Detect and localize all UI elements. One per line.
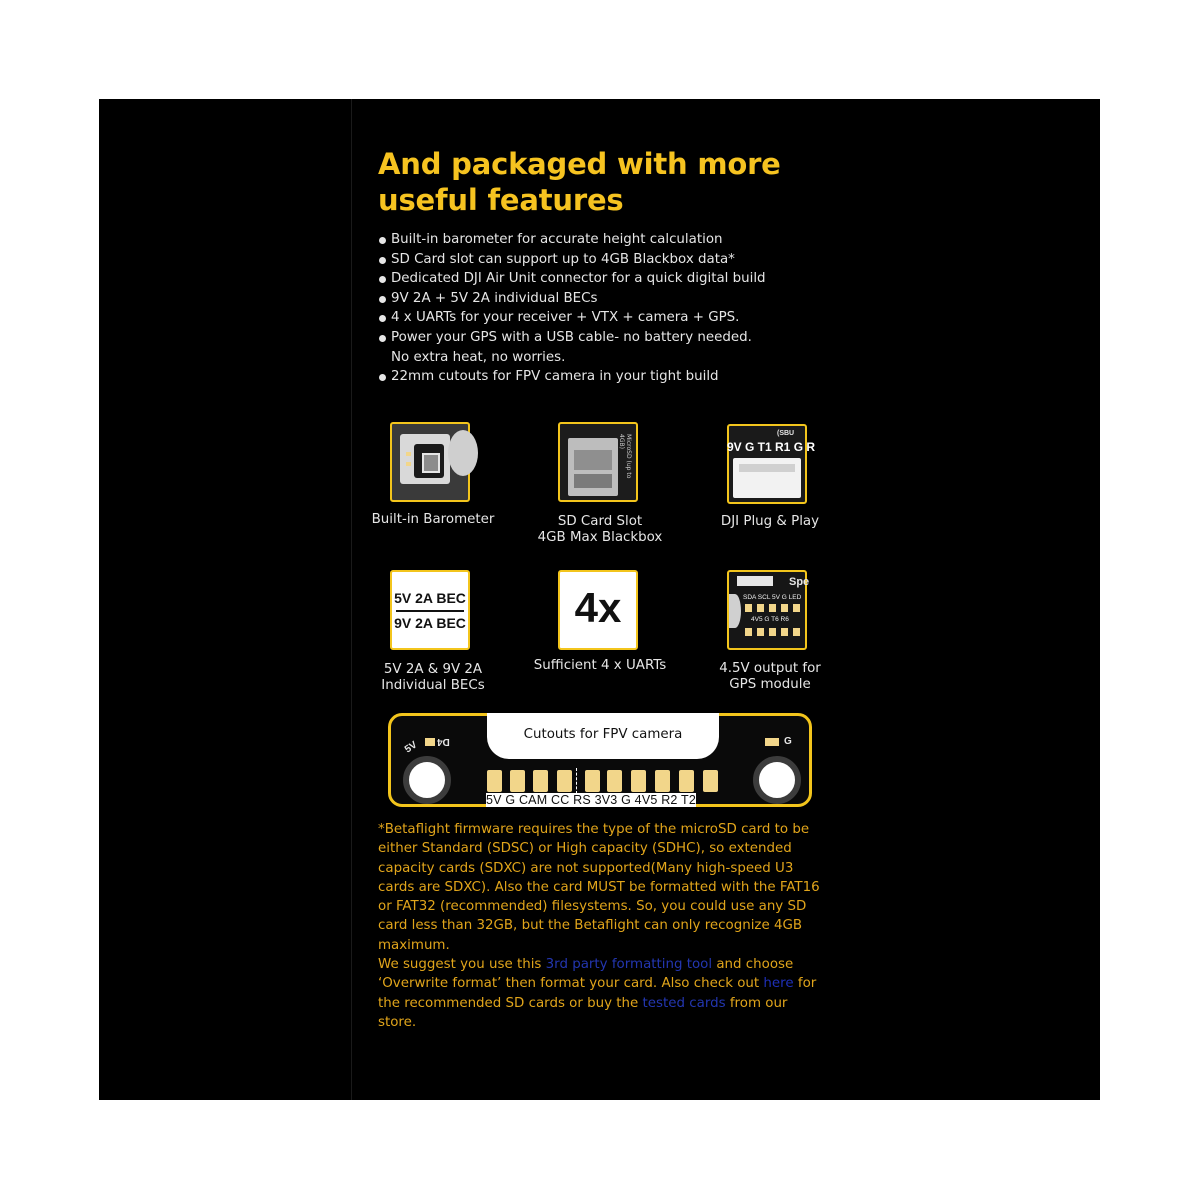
- camera-notch: [487, 713, 719, 759]
- feature-item: SD Card slot can support up to 4GB Blackbox data*: [378, 250, 798, 270]
- bec-caption: 5V 2A & 9V 2A Individual BECs: [381, 662, 485, 693]
- sd-side-label: MicroSD (up to 4GB): [618, 434, 632, 479]
- recommended-cards-link[interactable]: here: [763, 976, 794, 992]
- gps-row1: SDA SCL 5V G LED: [743, 594, 802, 601]
- formatting-tool-link[interactable]: 3rd party formatting tool: [545, 957, 713, 973]
- dji-pin-labels: 9V G T1 R1 G R: [727, 440, 816, 454]
- left-pad-mark: D4: [437, 736, 450, 747]
- gps-caption: 4.5V output for GPS module: [719, 661, 821, 692]
- sd-card-footnote: [378, 820, 828, 1032]
- camera-cutout-label: Cutouts for FPV camera: [523, 727, 683, 742]
- uart-caption: Sufficient 4 x UARTs: [533, 658, 667, 673]
- dji-caption: DJI Plug & Play: [720, 514, 820, 529]
- dji-connector-image: [727, 424, 816, 504]
- feature-item: Built-in barometer for accurate height calculation: [378, 230, 798, 250]
- right-mount-hole: [753, 756, 801, 804]
- barometer-caption: Built-in Barometer: [371, 512, 495, 527]
- feature-item: Power your GPS with a USB cable- no battery needed. No extra heat, no worries.: [378, 328, 798, 367]
- gps-output-image: [727, 570, 810, 650]
- footnote-text: from our store.: [378, 995, 788, 1030]
- title-line-1: And packaged with more: [378, 147, 781, 181]
- feature-item: 4 x UARTs for your receiver + VTX + camera + GPS.: [378, 308, 798, 328]
- panel-divider: [351, 99, 352, 1100]
- left-mount-hole: [403, 756, 451, 804]
- uart-count: 4x: [574, 584, 622, 631]
- uart-image: [558, 570, 638, 650]
- footnote-text: for the recommended SD cards or buy the: [378, 976, 817, 1011]
- barometer-image: [390, 422, 470, 502]
- title-line-2: useful features: [378, 183, 624, 217]
- bec-image: [390, 570, 470, 650]
- sd-card-caption: SD Card Slot 4GB Max Blackbox: [537, 514, 663, 545]
- gps-row2: 4V5 G T6 R6: [751, 616, 789, 623]
- feature-item: 22mm cutouts for FPV camera in your tight build: [378, 367, 798, 387]
- bec-9v-label: 9V 2A BEC: [394, 615, 466, 631]
- sd-card-slot-image: [558, 422, 638, 502]
- footnote-text: We suggest you use this: [378, 957, 546, 973]
- footnote-text: and choose ‘Overwrite format’ then format your card. Also check out: [378, 957, 794, 992]
- page-title: [378, 146, 798, 218]
- camera-cutout-image: [388, 713, 812, 807]
- feature-list: [378, 230, 798, 387]
- footnote-paragraph-1: *Betaflight firmware requires the type of the microSD card to be either Standard (SDSC) or High capacity (SDHC), so extended capacity cards (SDXC) are not supported(Many high-speed U3 cards are SDXC). Also the card MUST be formatted with the FAT16 or FAT32 (recommended) filesystems. So, you could use any SD card less than 32GB, but the Betaflight can only recognize 4GB maximum.: [378, 822, 820, 953]
- camera-pin-labels: 5V G CAM CC RS 3V3 G 4V5 R2 T2: [486, 793, 697, 807]
- right-pad-mark: G: [784, 736, 792, 747]
- feature-item: 9V 2A + 5V 2A individual BECs: [378, 289, 798, 309]
- left-volt-mark: 5V: [402, 739, 420, 756]
- tested-cards-link[interactable]: tested cards: [642, 995, 726, 1011]
- feature-item: Dedicated DJI Air Unit connector for a quick digital build: [378, 269, 798, 289]
- bec-5v-label: 5V 2A BEC: [394, 590, 466, 606]
- gps-top-label: Spe: [789, 576, 810, 588]
- dji-tag: (SBU: [777, 430, 795, 437]
